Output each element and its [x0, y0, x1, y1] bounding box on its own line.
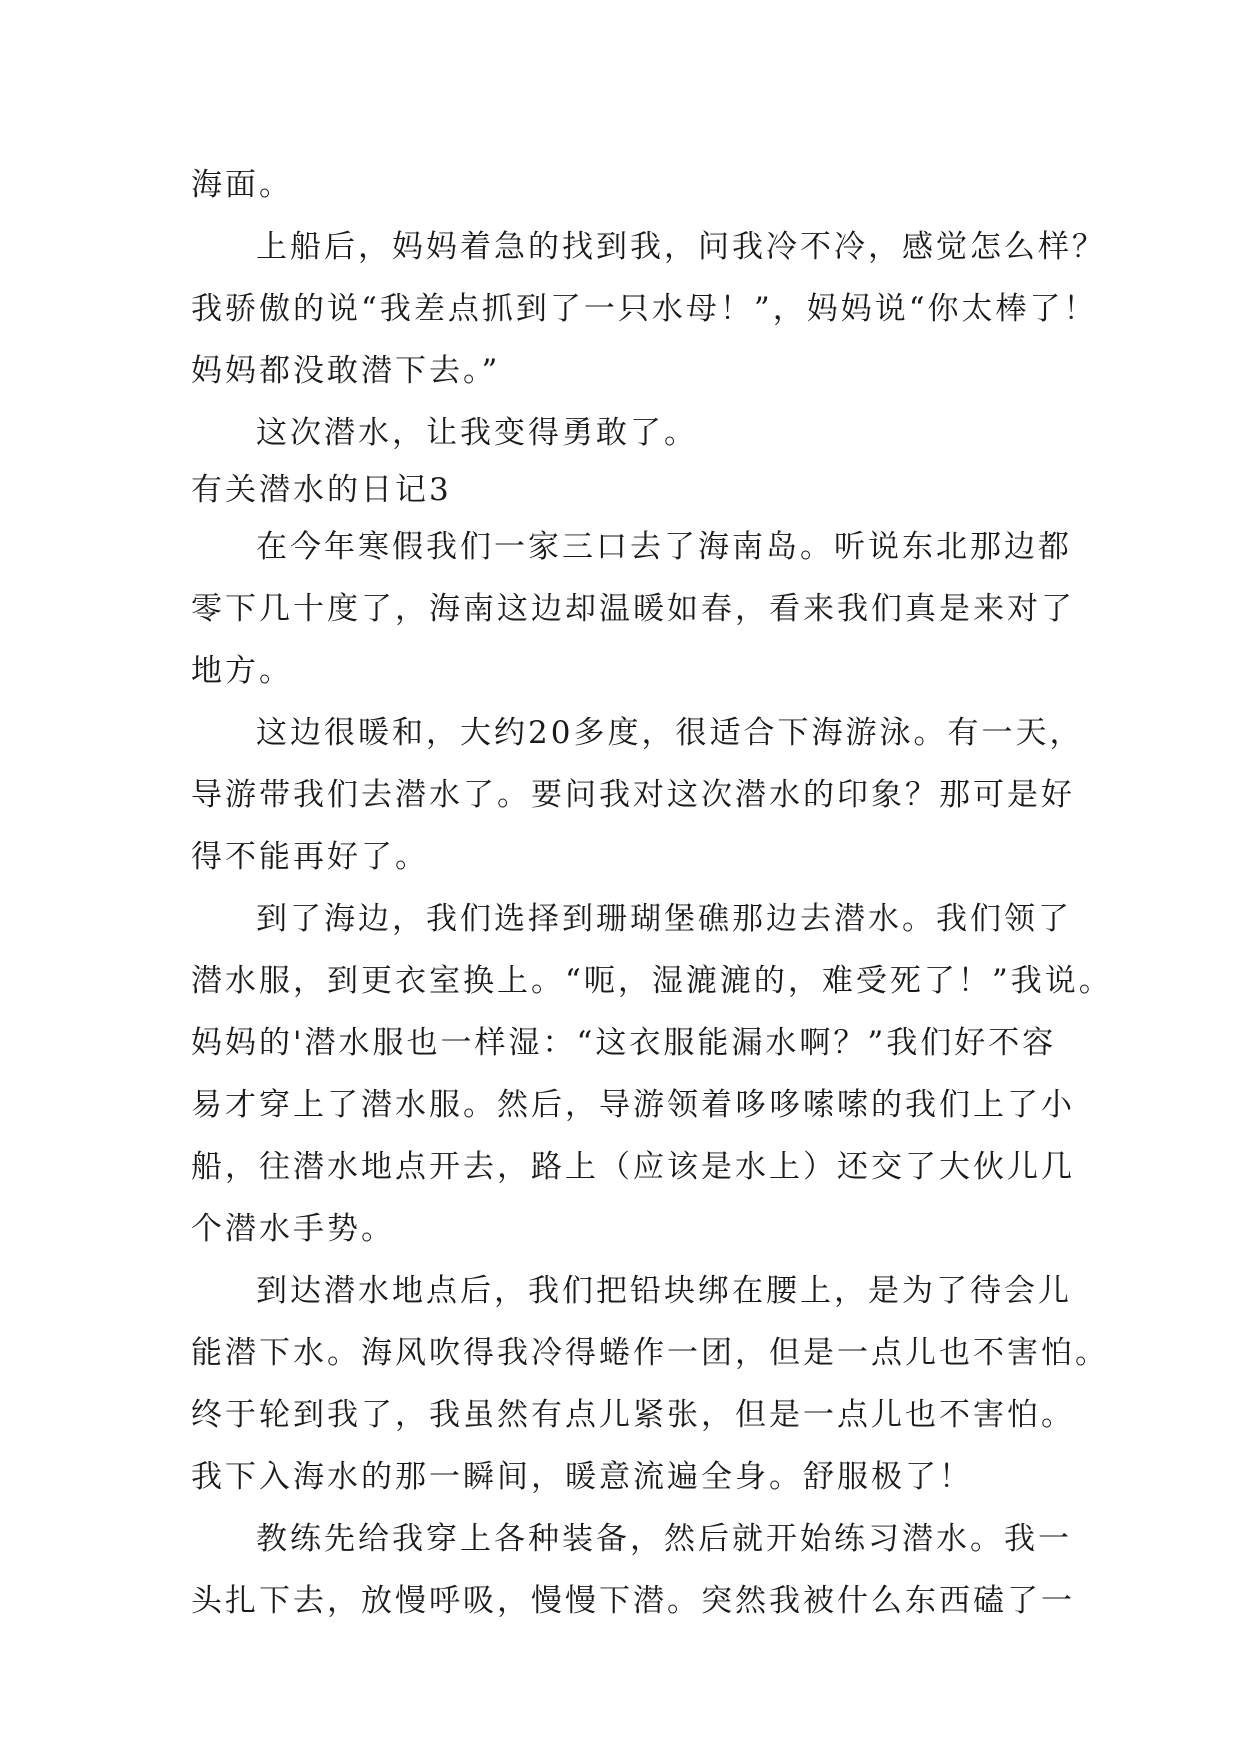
body-text-line: 零下几十度了，海南这边却温暖如春，看来我们真是来对了	[191, 591, 1075, 627]
body-text-line: 我骄傲的说“我差点抓到了一只水母！”，妈妈说“你太棒了！	[191, 291, 1098, 327]
body-text-line: 妈妈都没敢潜下去。”	[191, 353, 501, 389]
body-text-line: 能潜下水。海风吹得我冷得蜷作一团，但是一点儿也不害怕。	[191, 1335, 1109, 1371]
section-heading: 有关潜水的日记3	[191, 472, 452, 508]
body-text-line: 妈妈的'潜水服也一样湿：“这衣服能漏水啊？”我们好不容	[191, 1025, 1057, 1061]
paragraph-first-line: 到了海边，我们选择到珊瑚堡礁那边去潜水。我们领了	[256, 901, 1072, 937]
body-text-line: 海面。	[191, 167, 293, 203]
body-text-line: 导游带我们去潜水了。要问我对这次潜水的印象？那可是好	[191, 777, 1075, 813]
paragraph-first-line: 教练先给我穿上各种装备，然后就开始练习潜水。我一	[256, 1521, 1072, 1557]
body-text-line: 地方。	[191, 653, 293, 689]
body-text-line: 潜水服，到更衣室换上。“呃，湿漉漉的，难受死了！”我说。	[191, 963, 1113, 999]
paragraph-first-line: 这边很暖和，大约20多度，很适合下海游泳。有一天，	[256, 715, 1084, 751]
paragraph-first-line: 在今年寒假我们一家三口去了海南岛。听说东北那边都	[256, 529, 1072, 565]
paragraph-first-line: 这次潜水，让我变得勇敢了。	[256, 415, 698, 451]
paragraph-first-line: 上船后，妈妈着急的找到我，问我冷不冷，感觉怎么样？	[256, 229, 1106, 265]
body-text-line: 头扎下去，放慢呼吸，慢慢下潜。突然我被什么东西磕了一	[191, 1583, 1075, 1619]
body-text-line: 船，往潜水地点开去，路上（应该是水上）还交了大伙儿几	[191, 1149, 1075, 1185]
body-text-line: 终于轮到我了，我虽然有点儿紧张，但是一点儿也不害怕。	[191, 1397, 1075, 1433]
body-text-line: 得不能再好了。	[191, 839, 429, 875]
body-text-line: 我下入海水的那一瞬间，暖意流遍全身。舒服极了！	[191, 1459, 973, 1495]
body-text-line: 个潜水手势。	[191, 1211, 395, 1247]
body-text-line: 易才穿上了潜水服。然后，导游领着哆哆嗦嗦的我们上了小	[191, 1087, 1075, 1123]
paragraph-first-line: 到达潜水地点后，我们把铅块绑在腰上，是为了待会儿	[256, 1273, 1072, 1309]
